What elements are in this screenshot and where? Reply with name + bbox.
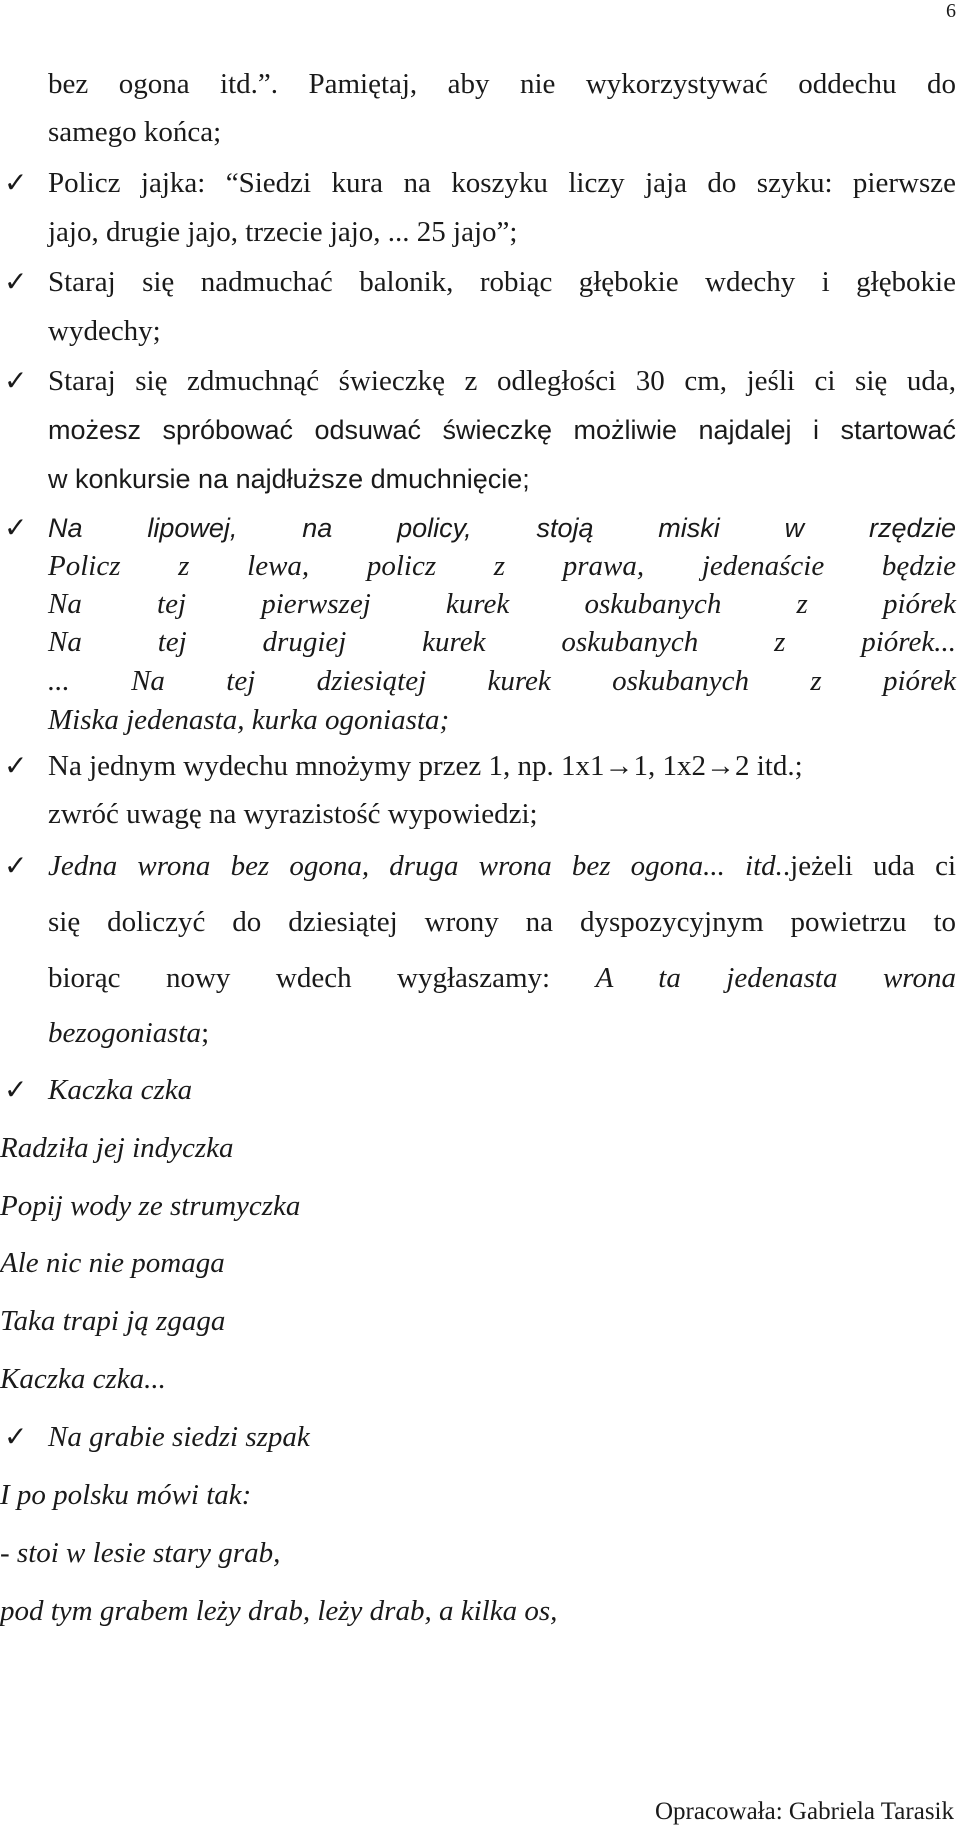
- checkmark-icon: ✓: [4, 166, 28, 199]
- poem-line: Popij wody ze strumyczka: [0, 1190, 301, 1222]
- rhyme-line: ... Na tej dziesiątej kurek oskubanych z piórek: [48, 665, 956, 697]
- poem-line: pod tym grabem leży drab, leży drab, a kilka os,: [0, 1595, 558, 1627]
- checkmark-icon: ✓: [4, 1073, 28, 1106]
- rhyme-line: Na tej pierwszej kurek oskubanych z piórek: [48, 588, 956, 620]
- text-span: ;: [201, 1017, 210, 1049]
- checkmark-icon: ✓: [4, 265, 28, 298]
- text-line: [48, 960, 956, 996]
- text-line: bez ogona itd.”. Pamiętaj, aby nie wykorzystywać oddechu do: [48, 68, 956, 100]
- text-line: się doliczyć do dziesiątej wrony na dyspozycyjnym powietrzu to: [48, 906, 956, 938]
- text-span: .jeżeli uda ci: [782, 850, 956, 882]
- rhyme-line: Na tej drugiej kurek oskubanych z piórek...: [48, 626, 956, 658]
- poem-line: - stoi w lesie stary grab,: [0, 1537, 281, 1569]
- text-line: w konkursie na najdłuższe dmuchnięcie;: [48, 464, 530, 494]
- text-line: wydechy;: [48, 315, 161, 347]
- poem-line: Taka trapi ją zgaga: [0, 1305, 226, 1337]
- rhyme-line: Policz z lewa, policz z prawa, jedenaście będzie: [48, 550, 956, 582]
- rhyme-line: Na lipowej, na policy, stoją miski w rzędzie: [48, 513, 956, 543]
- text-line: [48, 1015, 956, 1051]
- checkmark-icon: ✓: [4, 511, 28, 544]
- text-line: jajo, drugie jajo, trzecie jajo, ... 25 jajo”;: [48, 216, 518, 248]
- checkmark-icon: ✓: [4, 749, 28, 782]
- checkmark-icon: ✓: [4, 364, 28, 397]
- text-line: samego końca;: [48, 116, 222, 148]
- checkmark-icon: ✓: [4, 1420, 28, 1453]
- poem-line: Kaczka czka: [48, 1074, 193, 1106]
- text-line: Staraj się zdmuchnąć świeczkę z odległości 30 cm, jeśli ci się uda,: [48, 365, 956, 397]
- italic-phrase: bezogoniasta: [48, 1017, 202, 1049]
- text-line: Policz jajka: “Siedzi kura na koszyku liczy jaja do szyku: pierwsze: [48, 167, 956, 199]
- poem-line: Na grabie siedzi szpak: [48, 1421, 310, 1453]
- poem-line: Ale nic nie pomaga: [0, 1247, 225, 1279]
- footer-author: Opracowała: Gabriela Tarasik: [654, 1798, 954, 1825]
- poem-line: I po polsku mówi tak:: [0, 1479, 252, 1511]
- text-line: [48, 848, 956, 884]
- poem-line: Kaczka czka...: [0, 1363, 166, 1395]
- italic-phrase: A ta jedenasta wrona: [595, 962, 956, 994]
- poem-line: Radziła jej indyczka: [0, 1132, 234, 1164]
- rhyme-line: Miska jedenasta, kurka ogoniasta;: [48, 704, 450, 736]
- text-line: Staraj się nadmuchać balonik, robiąc głębokie wdechy i głębokie: [48, 266, 956, 298]
- page-number: 6: [946, 0, 956, 22]
- text-line: zwróć uwagę na wyrazistość wypowiedzi;: [48, 798, 538, 830]
- text-span: biorąc nowy wdech wygłaszamy:: [48, 962, 551, 994]
- italic-phrase: Jedna wrona bez ogona, druga wrona bez ogona... itd.: [48, 850, 783, 882]
- checkmark-icon: ✓: [4, 849, 28, 882]
- text-line: Na jednym wydechu mnożymy przez 1, np. 1x1→1, 1x2→2 itd.;: [48, 750, 803, 782]
- text-line: możesz spróbować odsuwać świeczkę możliwie najdalej i startować: [48, 415, 956, 445]
